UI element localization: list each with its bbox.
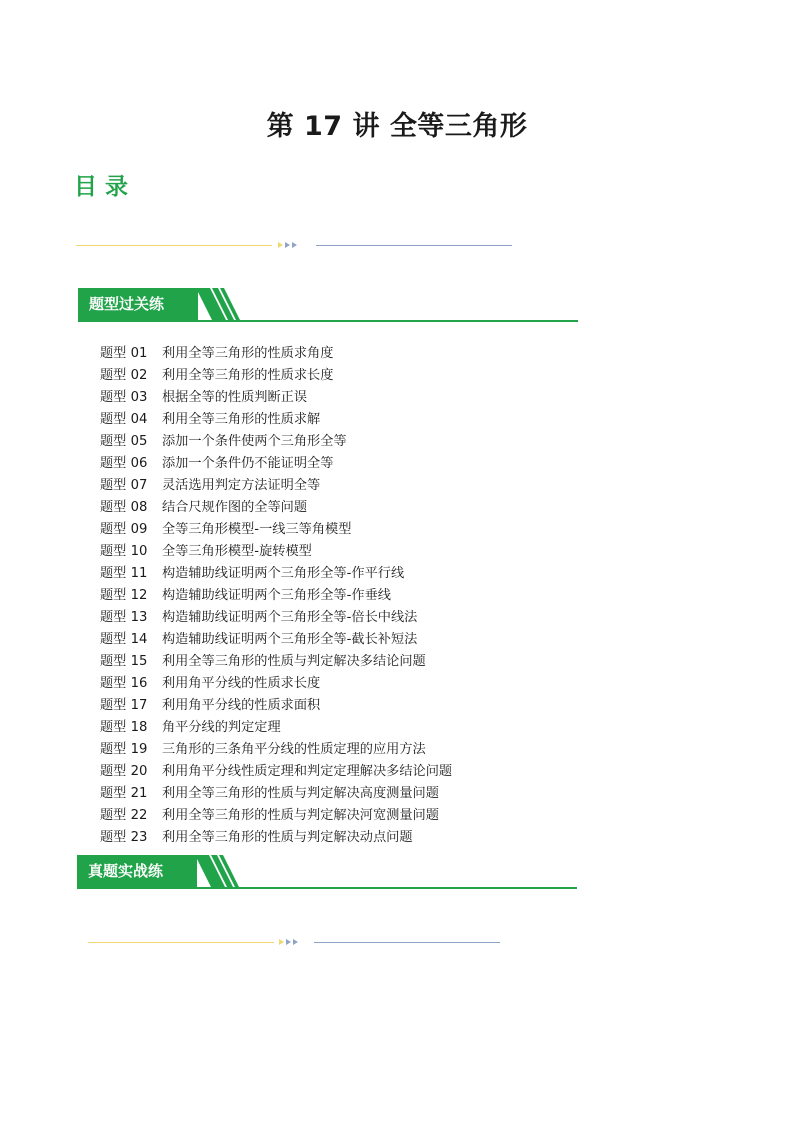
toc-heading: 目录 (74, 174, 136, 200)
item-number: 题型 08 (100, 500, 148, 515)
item-number: 题型 06 (100, 456, 148, 471)
item-number: 题型 12 (100, 588, 148, 603)
item-number: 题型 01 (100, 346, 148, 361)
triple-arrow-icon (278, 241, 302, 249)
item-text: 利用全等三角形的性质与判定解决多结论问题 (162, 654, 426, 669)
list-item[interactable] (100, 761, 600, 783)
item-text: 利用全等三角形的性质求解 (162, 412, 321, 427)
stripes-decoration (195, 855, 239, 888)
item-number: 题型 04 (100, 412, 148, 427)
item-text: 构造辅助线证明两个三角形全等-作平行线 (162, 566, 405, 581)
list-item[interactable] (100, 365, 600, 387)
item-text: 利用全等三角形的性质与判定解决高度测量问题 (162, 786, 439, 801)
item-text: 添加一个条件使两个三角形全等 (162, 434, 347, 449)
item-text: 三角形的三条角平分线的性质定理的应用方法 (162, 742, 426, 757)
list-item[interactable] (100, 717, 600, 739)
list-item[interactable] (100, 651, 600, 673)
item-text: 利用角平分线性质定理和判定定理解决多结论问题 (162, 764, 453, 779)
item-number: 题型 15 (100, 654, 148, 669)
item-number: 题型 02 (100, 368, 148, 383)
list-item[interactable] (100, 387, 600, 409)
item-text: 全等三角形模型-一线三等角模型 (162, 522, 352, 537)
section-header-real-exam (77, 855, 577, 891)
item-number: 题型 21 (100, 786, 148, 801)
item-number: 题型 19 (100, 742, 148, 757)
list-item[interactable] (100, 431, 600, 453)
divider-bottom (88, 938, 504, 946)
item-text: 利用全等三角形的性质与判定解决河宽测量问题 (162, 808, 439, 823)
list-item[interactable] (100, 695, 600, 717)
item-number: 题型 14 (100, 632, 148, 647)
section-label: 题型过关练 (78, 288, 198, 320)
section-label: 真题实战练 (77, 855, 197, 887)
list-item[interactable] (100, 673, 600, 695)
page-title: 第 17 讲 全等三角形 (266, 111, 528, 142)
item-text: 角平分线的判定定理 (162, 720, 281, 735)
list-item[interactable] (100, 541, 600, 563)
item-number: 题型 13 (100, 610, 148, 625)
list-item[interactable] (100, 827, 600, 849)
divider-line-blue (316, 245, 512, 246)
item-text: 结合尺规作图的全等问题 (162, 500, 308, 515)
list-item[interactable] (100, 409, 600, 431)
item-text: 利用角平分线的性质求长度 (162, 676, 321, 691)
list-item[interactable] (100, 453, 600, 475)
item-text: 利用全等三角形的性质与判定解决动点问题 (162, 830, 413, 845)
item-text: 构造辅助线证明两个三角形全等-倍长中线法 (162, 610, 418, 625)
item-number: 题型 05 (100, 434, 148, 449)
list-item[interactable] (100, 805, 600, 827)
item-text: 利用全等三角形的性质求长度 (162, 368, 334, 383)
section-underline (77, 887, 577, 889)
item-text: 添加一个条件仍不能证明全等 (162, 456, 334, 471)
item-text: 构造辅助线证明两个三角形全等-截长补短法 (162, 632, 418, 647)
item-text: 灵活选用判定方法证明全等 (162, 478, 321, 493)
item-number: 题型 18 (100, 720, 148, 735)
list-item[interactable] (100, 629, 600, 651)
divider-top (76, 241, 516, 249)
list-item[interactable] (100, 497, 600, 519)
item-text: 根据全等的性质判断正误 (162, 390, 308, 405)
item-number: 题型 03 (100, 390, 148, 405)
item-number: 题型 22 (100, 808, 148, 823)
list-item[interactable] (100, 585, 600, 607)
item-text: 利用角平分线的性质求面积 (162, 698, 321, 713)
stripes-decoration (196, 288, 240, 321)
divider-line-yellow (76, 245, 272, 246)
section-underline (78, 320, 578, 322)
triple-arrow-icon (279, 938, 303, 946)
list-item[interactable] (100, 607, 600, 629)
item-number: 题型 10 (100, 544, 148, 559)
item-text: 利用全等三角形的性质求角度 (162, 346, 334, 361)
divider-line-blue (314, 942, 500, 943)
item-text: 构造辅助线证明两个三角形全等-作垂线 (162, 588, 391, 603)
list-item[interactable] (100, 343, 600, 365)
item-number: 题型 16 (100, 676, 148, 691)
list-item[interactable] (100, 563, 600, 585)
section-header-practice (78, 288, 578, 324)
item-text: 全等三角形模型-旋转模型 (162, 544, 312, 559)
divider-line-yellow (88, 942, 274, 943)
list-item[interactable] (100, 783, 600, 805)
item-number: 题型 09 (100, 522, 148, 537)
item-number: 题型 11 (100, 566, 148, 581)
list-item[interactable] (100, 475, 600, 497)
item-number: 题型 17 (100, 698, 148, 713)
list-item[interactable] (100, 739, 600, 761)
question-type-list (100, 343, 600, 849)
list-item[interactable] (100, 519, 600, 541)
item-number: 题型 20 (100, 764, 148, 779)
item-number: 题型 07 (100, 478, 148, 493)
item-number: 题型 23 (100, 830, 148, 845)
